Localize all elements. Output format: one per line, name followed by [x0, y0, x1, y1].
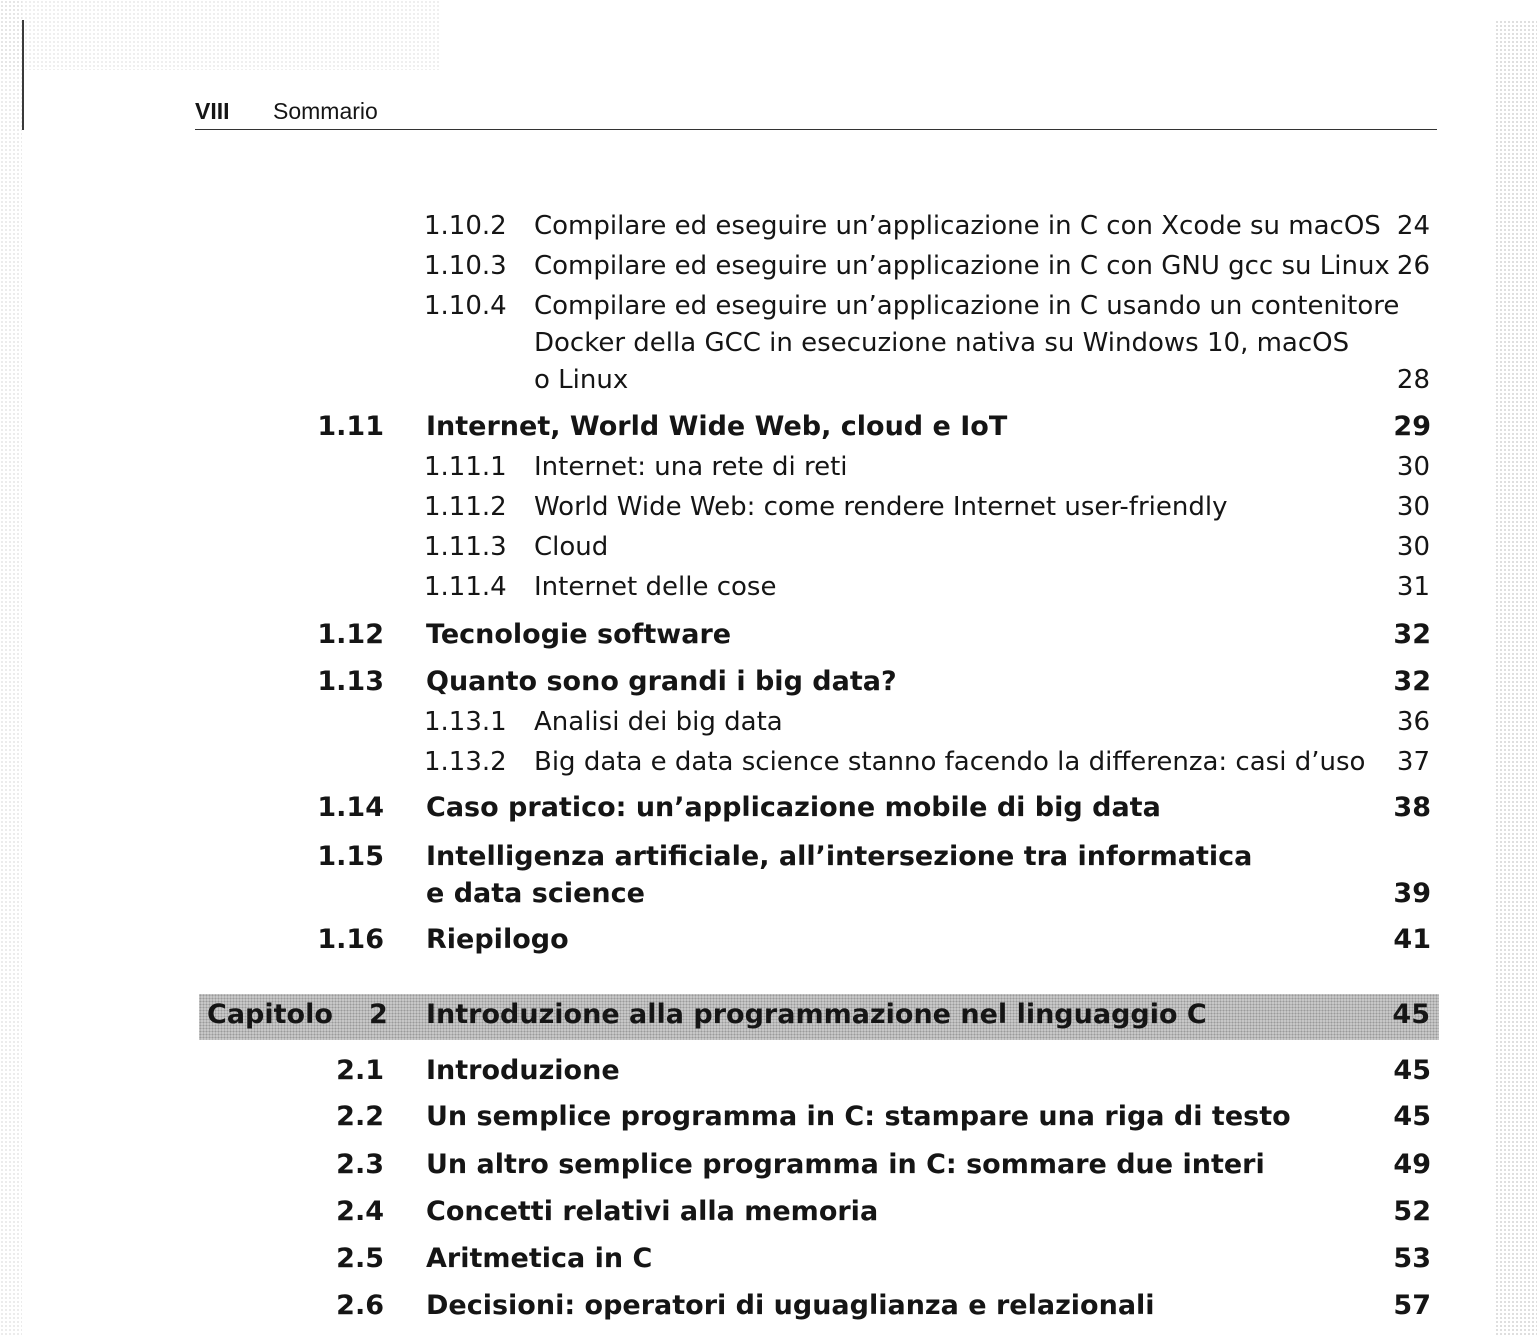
toc-entry-title-line: Internet, World Wide Web, cloud e IoT: [426, 411, 1008, 442]
toc-entry-page: 30: [1396, 492, 1430, 522]
toc-entry-page: 30: [1396, 452, 1430, 482]
running-head: [195, 98, 378, 125]
toc-entry-number: 1.10.2: [424, 211, 507, 241]
toc-entry-number: 1.10.3: [424, 251, 507, 281]
toc-entry-page: 29: [1393, 411, 1431, 442]
toc-entry-title: [534, 529, 608, 566]
toc-entry-page: 26: [1396, 251, 1430, 281]
toc-entry-title-line: Quanto sono grandi i big data?: [426, 666, 897, 697]
toc-entry-number: 2.1: [336, 1055, 384, 1086]
toc-entry-page: 32: [1393, 619, 1431, 650]
toc-entry-page: 57: [1393, 1290, 1431, 1321]
toc-entry-number: 1.16: [317, 924, 384, 955]
chapter-page: 45: [1392, 999, 1430, 1030]
toc-entry-title-line: Aritmetica in C: [426, 1243, 653, 1274]
toc-entry-page: 36: [1396, 707, 1430, 737]
toc-entry-number: 1.12: [317, 619, 384, 650]
toc-entry-page: 28: [1396, 365, 1430, 395]
toc-entry-title-line: Big data e data science stanno facendo la differenza: casi d’uso: [534, 747, 1366, 777]
toc-entry-number: 1.11.1: [424, 452, 507, 482]
toc-entry-page: 38: [1393, 792, 1431, 823]
toc-entry-title-line: Internet: una rete di reti: [534, 452, 848, 482]
toc-entry-title: [534, 489, 1227, 526]
running-title: Sommario: [273, 98, 378, 124]
toc-entry-title-line: Cloud: [534, 532, 609, 562]
toc-entry-page: 45: [1393, 1101, 1431, 1132]
toc-entry-title-line: Riepilogo: [426, 924, 569, 955]
toc-entry-title: [534, 569, 776, 606]
toc-entry-number: 2.2: [336, 1101, 384, 1132]
toc-entry-title-line: Un altro semplice programma in C: sommare due interi: [426, 1149, 1265, 1180]
toc-entry-page: 49: [1393, 1149, 1431, 1180]
toc-entry-title: [426, 1193, 878, 1230]
toc-entry-title: [426, 789, 1161, 826]
toc-entry-number: 2.6: [336, 1290, 384, 1321]
toc-entry-number: 2.5: [336, 1243, 384, 1274]
header-rule: [195, 129, 1437, 130]
toc-entry-title-line: Compilare ed eseguire un’applicazione in C con Xcode su macOS: [534, 211, 1381, 241]
toc-entry-title-line: Introduzione: [426, 1055, 620, 1086]
toc-entry-title: [534, 208, 1381, 245]
toc-entry-title: [534, 288, 1399, 399]
toc-entry-number: 1.13.2: [424, 747, 507, 777]
toc-entry-number: 1.15: [317, 841, 384, 872]
chapter-label: Capitolo: [207, 999, 333, 1030]
toc-entry-title-line: Compilare ed eseguire un’applicazione in C usando un contenitore: [534, 291, 1400, 321]
toc-entry-page: 37: [1396, 747, 1430, 777]
toc-entry-title: [534, 704, 783, 741]
toc-entry-number: 1.11: [317, 411, 384, 442]
toc-entry-title-line: Caso pratico: un’applicazione mobile di big data: [426, 792, 1161, 823]
toc-entry-title-line: Concetti relativi alla memoria: [426, 1196, 879, 1227]
toc-entry-title: [426, 838, 1252, 912]
toc-entry-title: [426, 1240, 652, 1277]
toc-entry-title-line: Decisioni: operatori di uguaglianza e relazionali: [426, 1290, 1155, 1321]
toc-entry-page: 53: [1393, 1243, 1431, 1274]
toc-entry-title-line: e data science: [426, 878, 645, 909]
toc-entry-title: [534, 449, 848, 486]
toc-entry-title-line: World Wide Web: come rendere Internet user-friendly: [534, 492, 1228, 522]
toc-entry-page: 31: [1396, 572, 1430, 602]
toc-entry-title-line: Un semplice programma in C: stampare una riga di testo: [426, 1101, 1291, 1132]
toc-entry-page: 24: [1396, 211, 1430, 241]
toc-entry-title-line: o Linux: [534, 365, 629, 395]
toc-entry-title-line: Intelligenza artificiale, all’intersezione tra informatica: [426, 841, 1253, 872]
page-number: VIII: [195, 98, 230, 124]
toc-entry-number: 1.14: [317, 792, 384, 823]
toc-entry-title-line: Compilare ed eseguire un’applicazione in C con GNU gcc su Linux: [534, 251, 1390, 281]
toc-entry-number: 2.3: [336, 1149, 384, 1180]
toc-entry-title: [426, 663, 897, 700]
toc-entry-number: 1.11.2: [424, 492, 507, 522]
toc-entry-page: 30: [1396, 532, 1430, 562]
toc-entry-title-line: Docker della GCC in esecuzione nativa su Windows 10, macOS: [534, 328, 1350, 358]
toc-entry-page: 52: [1393, 1196, 1431, 1227]
chapter-title: Introduzione alla programmazione nel linguaggio C: [426, 999, 1207, 1030]
toc-entry-title: [426, 408, 1007, 445]
toc-entry-number: 1.13: [317, 666, 384, 697]
toc-entry-number: 2.4: [336, 1196, 384, 1227]
toc-entry-page: 32: [1393, 666, 1431, 697]
toc-entry-title-line: Analisi dei big data: [534, 707, 783, 737]
toc-entry-title: [534, 744, 1365, 781]
toc-entry-number: 1.10.4: [424, 291, 507, 321]
toc-entry-title: [426, 921, 569, 958]
toc-entry-number: 1.13.1: [424, 707, 507, 737]
scan-margin-left: [0, 0, 22, 1337]
toc-entry-number: 1.11.3: [424, 532, 507, 562]
toc-entry-title: [426, 1098, 1291, 1135]
page-edge-mark: [22, 20, 24, 130]
toc-entry-title-line: Tecnologie software: [426, 619, 732, 650]
toc-entry-title: [426, 1052, 620, 1089]
scan-margin-top: [0, 0, 440, 70]
toc-entry-page: 41: [1393, 924, 1431, 955]
toc-entry-number: 1.11.4: [424, 572, 507, 602]
scan-margin-right: [1495, 20, 1537, 1337]
toc-entry-title: [426, 1146, 1265, 1183]
toc-entry-title: [534, 248, 1390, 285]
chapter-number: 2: [369, 999, 388, 1030]
toc-entry-title: [426, 616, 731, 653]
toc-entry-page: 45: [1393, 1055, 1431, 1086]
chapter-heading: [199, 994, 1439, 1040]
toc-entry-title: [426, 1287, 1155, 1324]
toc-entry-title-line: Internet delle cose: [534, 572, 777, 602]
toc-entry-page: 39: [1393, 878, 1431, 909]
